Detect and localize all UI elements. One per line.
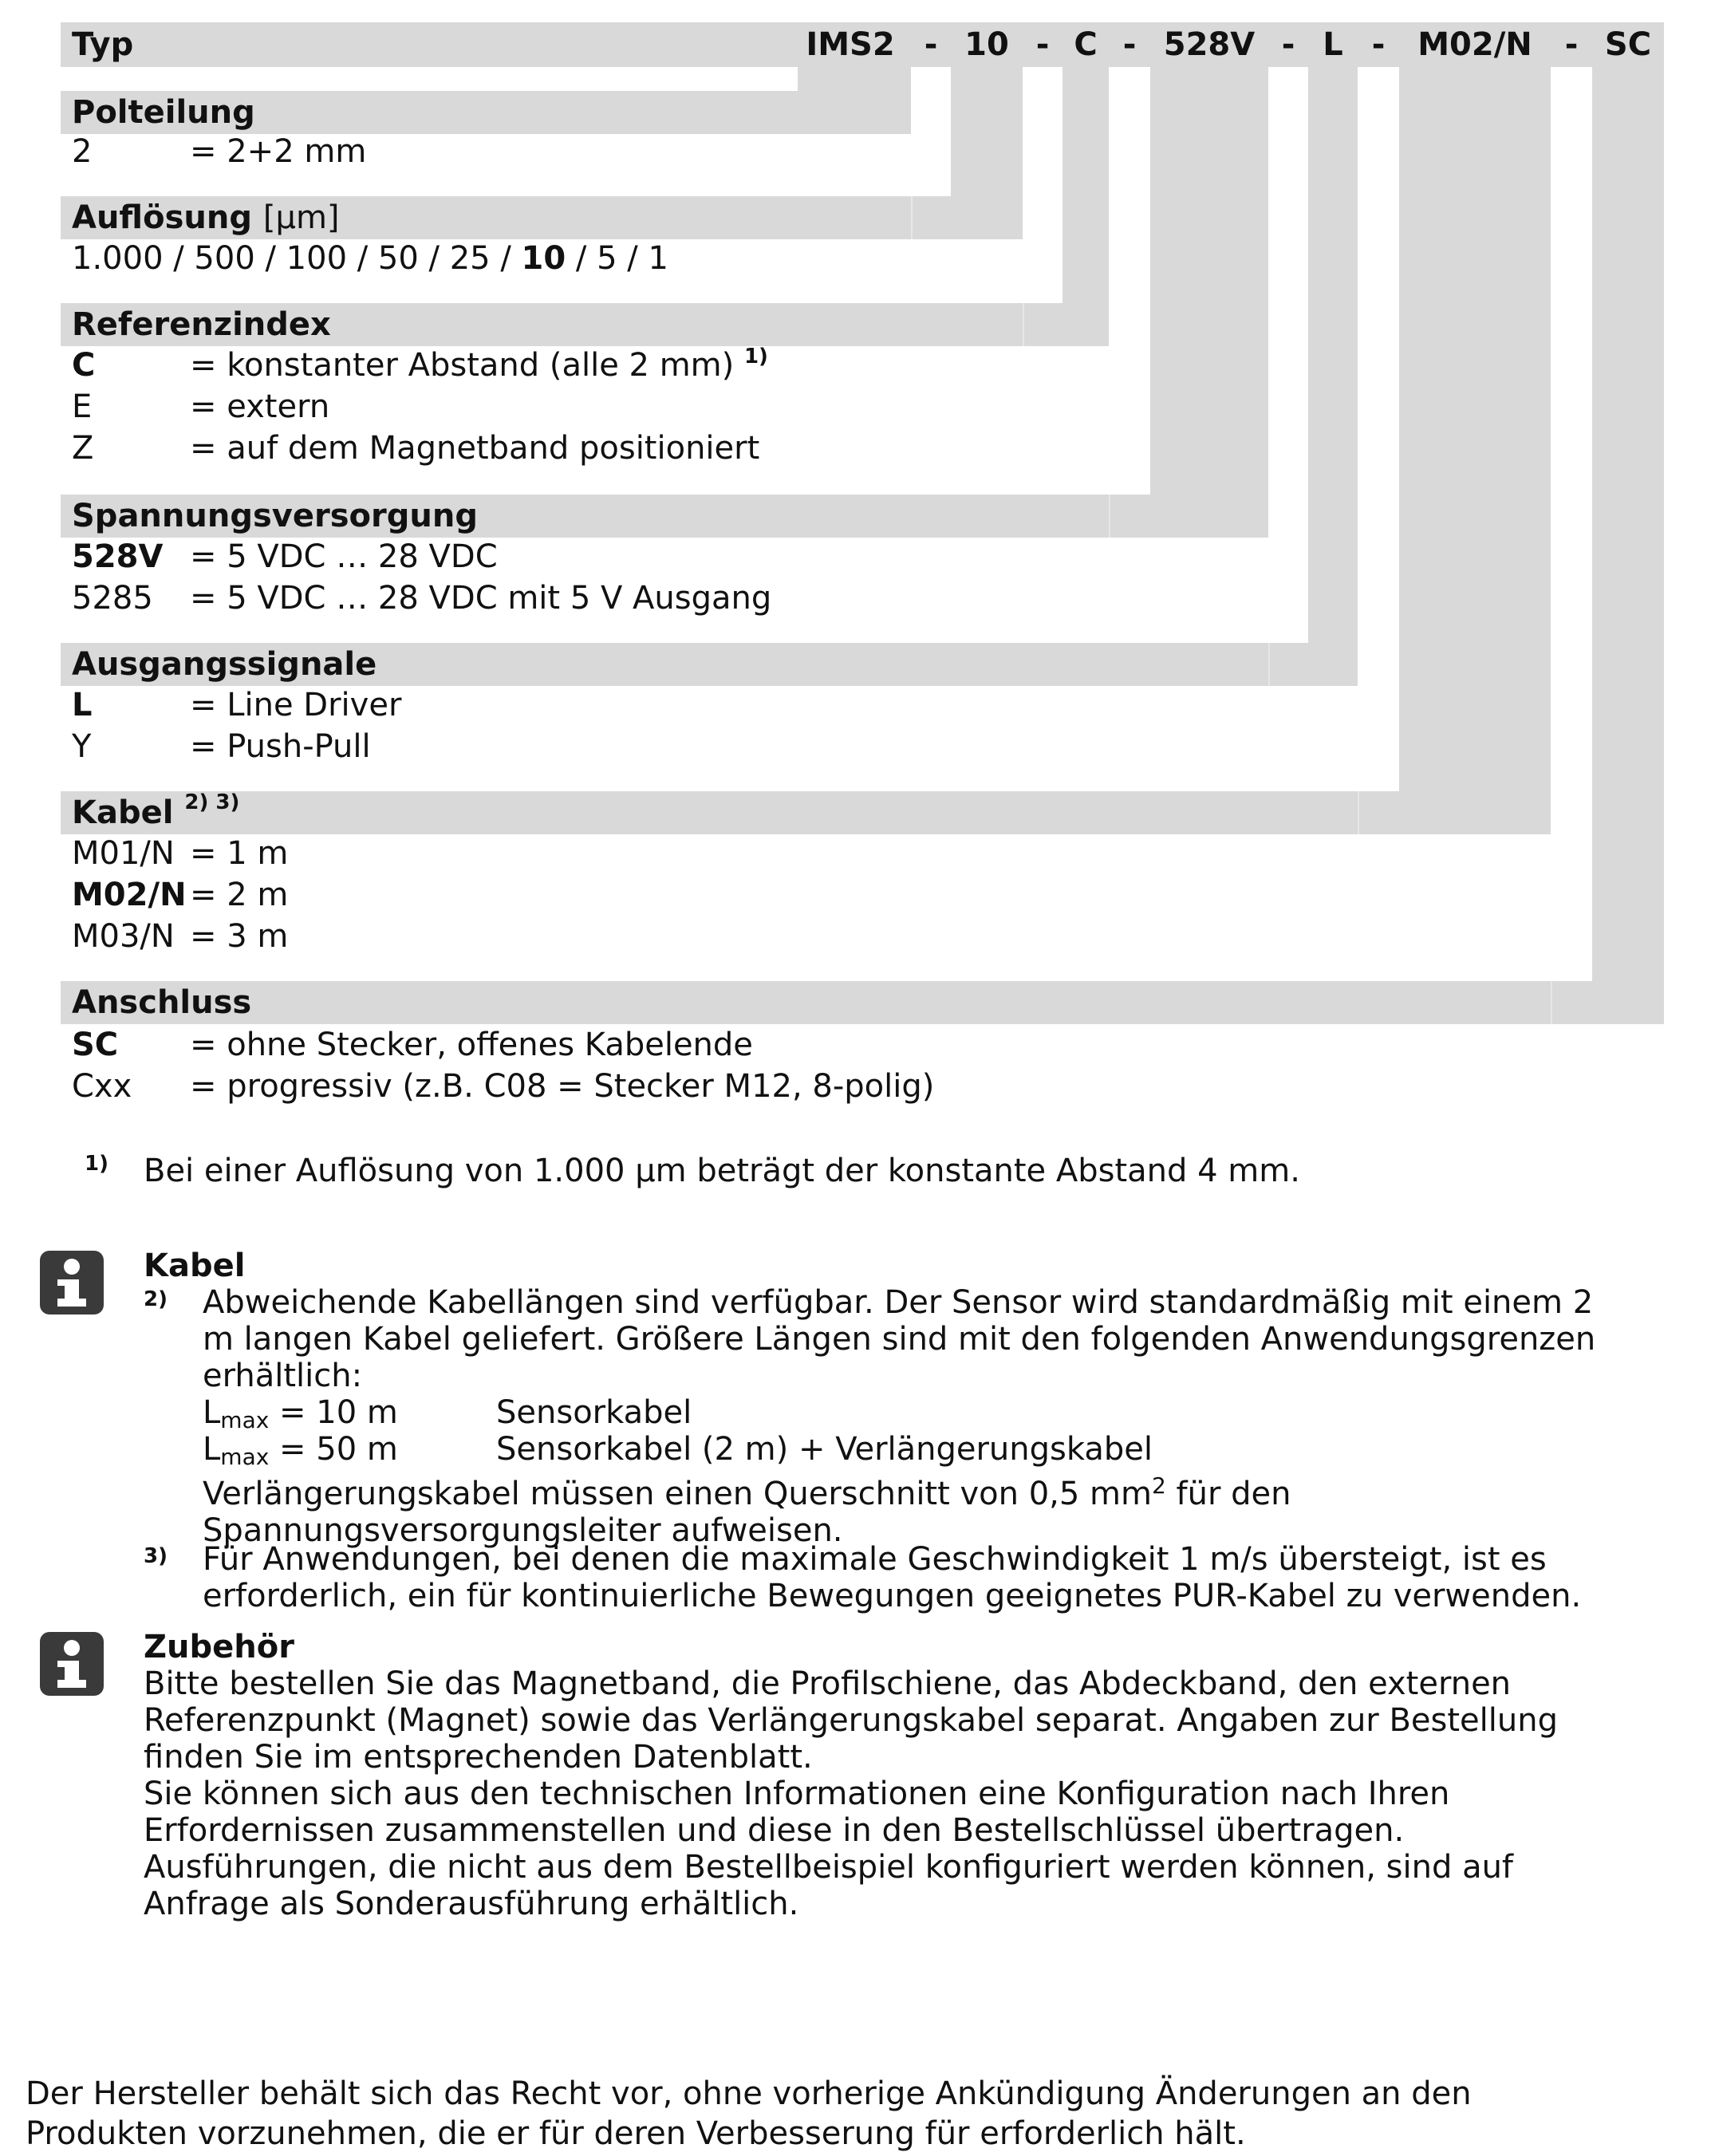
lmax-desc: Sensorkabel <box>496 1394 692 1431</box>
lmax-symbol: L <box>203 1394 221 1431</box>
anschluss-title: Anschluss <box>72 984 252 1021</box>
band-separator <box>1551 981 1552 1024</box>
footnote-text: Bei einer Auflösung von 1.000 µm beträgt der konstante Abstand 4 mm. <box>144 1153 1300 1189</box>
band-separator <box>911 196 913 239</box>
code-cable: M02/N <box>1417 26 1532 63</box>
resolution-values <box>72 239 668 278</box>
code-reference: C <box>1074 26 1098 63</box>
lmax-subscript: max <box>220 1407 270 1433</box>
col-l <box>1308 67 1358 686</box>
typ-gap-edge <box>790 67 798 91</box>
disclaimer: Der Hersteller behält sich das Recht vor, ohne vorherige Ankündigung Änderungen an den Produkten vorzunehmen, die er für deren Verbesserung für erforderlich hält. <box>26 2075 1472 2152</box>
info-icon <box>40 1251 104 1314</box>
lmax-symbol: L <box>203 1431 221 1468</box>
info-zubehoer-p3: Ausführungen, die nicht aus dem Bestellbeispiel konfiguriert werden können, sind auf Anfrage als Sonderausführung erhältlich. <box>144 1849 1514 1922</box>
option-desc: = extern <box>190 388 330 425</box>
lmax-subscript: max <box>220 1444 270 1470</box>
band-separator <box>1268 643 1270 686</box>
option-code: Y <box>72 728 92 765</box>
resolution-values-a: 1.000 / 500 / 100 / 50 / 25 / <box>72 240 522 277</box>
footnote-mark: 2) <box>144 1287 168 1311</box>
info-kabel-title: Kabel <box>144 1247 246 1284</box>
code-dash: - <box>1371 26 1386 63</box>
option-desc: = 2 m <box>190 877 289 913</box>
option-code: Cxx <box>72 1068 132 1105</box>
code-dash: - <box>1281 26 1295 63</box>
info-zubehoer-p2: Sie können sich aus den technischen Informationen eine Konfiguration nach Ihren Erfordernissen zusammenstellen und diese in den Bestellschlüssel übertragen. <box>144 1776 1450 1849</box>
resolution-default: 10 <box>521 240 566 277</box>
option-code: Z <box>72 430 94 467</box>
option-code: M01/N <box>72 835 175 872</box>
code-dash: - <box>1564 26 1579 63</box>
aufloesung-unit: [µm] <box>262 199 340 236</box>
option-code: C <box>72 347 96 384</box>
lmax-value: = 50 m <box>279 1431 398 1468</box>
code-supply: 528V <box>1163 26 1256 63</box>
aufloesung-title: Auflösung <box>72 199 252 236</box>
kabel-title-row <box>72 792 239 834</box>
code-output: L <box>1323 26 1343 63</box>
referenzindex-title: Referenzindex <box>72 306 331 343</box>
info-zubehoer-title: Zubehör <box>144 1629 294 1665</box>
option-code: M02/N <box>72 877 187 913</box>
option-code: 528V <box>72 538 164 575</box>
aufloesung-title-row <box>72 197 340 238</box>
info-kabel-note3: Für Anwendungen, bei denen die maximale Geschwindigkeit 1 m/s übersteigt, ist es erforderlich, ein für kontinuierliche Bewegungen geeignetes PUR-Kabel zu verwenden. <box>203 1541 1582 1614</box>
option-desc: = 3 m <box>190 918 289 955</box>
col-sc <box>1592 67 1664 1024</box>
option-code: M03/N <box>72 918 175 955</box>
extension-superscript: 2 <box>1151 1472 1166 1499</box>
option-desc: = 1 m <box>190 835 289 872</box>
option-desc: = konstanter Abstand (alle 2 mm) <box>190 347 735 384</box>
code-dash: - <box>924 26 938 63</box>
band-separator <box>1023 303 1024 346</box>
option-desc: = auf dem Magnetband positioniert <box>190 430 760 467</box>
polteilung-title: Polteilung <box>72 94 255 131</box>
option-desc: = 5 VDC … 28 VDC mit 5 V Ausgang <box>190 580 772 617</box>
info-kabel-note2: Abweichende Kabellängen sind verfügbar. Der Sensor wird standardmäßig mit einem 2 m langen Kabel geliefert. Größere Längen sind mit den folgenden Anwendungsgrenzen erhältlich: <box>203 1284 1596 1394</box>
code-resolution: 10 <box>964 26 1009 63</box>
option-desc: = 5 VDC … 28 VDC <box>190 538 498 575</box>
option-desc: = Line Driver <box>190 687 402 723</box>
info-kabel-extension <box>203 1468 1399 1549</box>
code-ims2: IMS2 <box>806 26 895 63</box>
band-anschluss <box>61 981 1664 1024</box>
typ-gap <box>61 67 790 91</box>
footnote-mark: 1) <box>85 1152 108 1176</box>
footnote-ref: 2) 3) <box>184 790 240 814</box>
option-code: SC <box>72 1027 119 1063</box>
col-m02n <box>1399 67 1551 834</box>
option-code: 2 <box>72 133 93 170</box>
option-code: L <box>72 687 93 723</box>
band-separator <box>1358 791 1359 834</box>
option-desc: = ohne Stecker, offenes Kabelende <box>190 1027 753 1063</box>
typ-label: Typ <box>72 26 134 63</box>
option-desc: = Push-Pull <box>190 728 371 765</box>
band-separator <box>1109 495 1110 538</box>
resolution-values-b: / 5 / 1 <box>566 240 668 277</box>
lmax-desc: Sensorkabel (2 m) + Verlängerungskabel <box>496 1431 1153 1468</box>
option-desc-row <box>190 346 768 384</box>
code-connector: SC <box>1604 26 1652 63</box>
band-kabel <box>61 791 1551 834</box>
footnote-ref: 1) <box>743 345 768 369</box>
ausgang-title: Ausgangssignale <box>72 646 377 683</box>
extension-text-b: für den Spannungsversorgungsleiter aufweisen. <box>203 1476 1291 1549</box>
lmax-value: = 10 m <box>279 1394 398 1431</box>
footnote-mark: 3) <box>144 1544 168 1568</box>
spannung-title: Spannungsversorgung <box>72 498 478 534</box>
kabel-title: Kabel <box>72 794 174 831</box>
extension-text-a: Verlängerungskabel müssen einen Querschnitt von 0,5 mm <box>203 1476 1152 1512</box>
option-code: 5285 <box>72 580 153 617</box>
option-code: E <box>72 388 93 425</box>
code-dash: - <box>1035 26 1050 63</box>
code-dash: - <box>1122 26 1137 63</box>
option-desc: = 2+2 mm <box>190 133 367 170</box>
col-528v <box>1150 67 1268 538</box>
info-icon <box>40 1632 104 1696</box>
info-zubehoer-p1: Bitte bestellen Sie das Magnetband, die Profilschiene, das Abdeckband, den externen Referenzpunkt (Magnet) sowie das Verlängerungskabel separat. Angaben zur Bestellung finden Sie im entsprechenden Datenblatt. <box>144 1665 1558 1776</box>
option-desc: = progressiv (z.B. C08 = Stecker M12, 8-polig) <box>190 1068 935 1105</box>
